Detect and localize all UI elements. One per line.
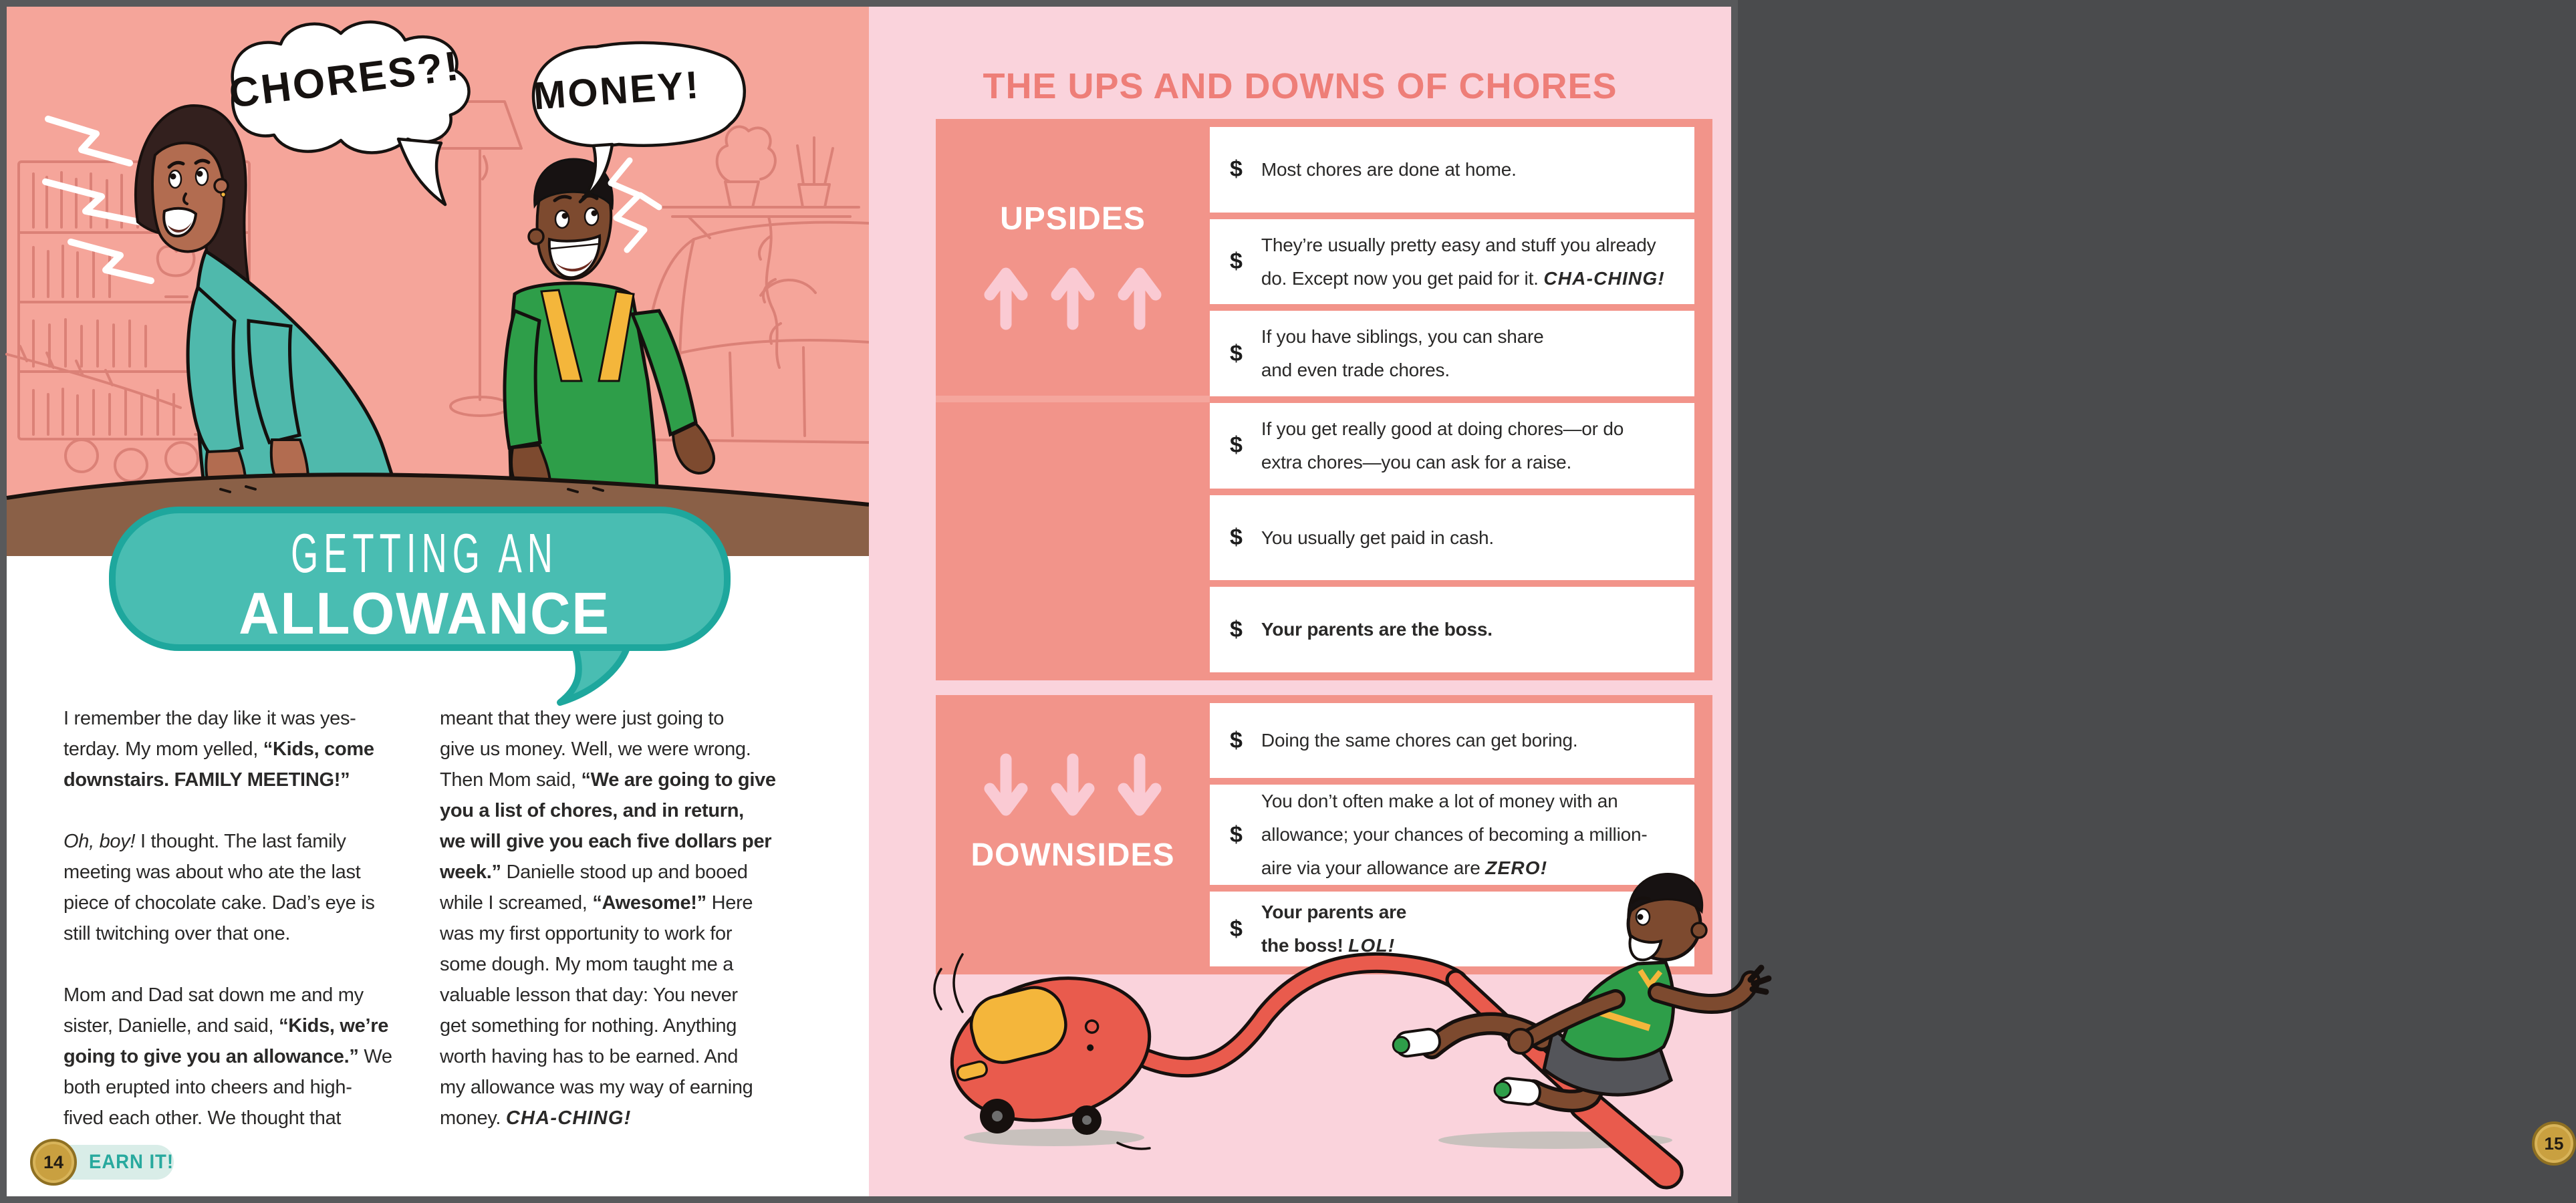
text-line [63, 765, 442, 795]
text-line [440, 765, 827, 795]
text-line [1261, 724, 1578, 757]
text-run: downstairs. FAMILY MEETING!” [63, 769, 350, 791]
boy-character [505, 159, 714, 499]
dollar-bullet-icon: $ [1230, 432, 1243, 458]
text-line [1261, 613, 1493, 646]
chapter-title-bubble [107, 505, 742, 708]
text-run: They’re usually pretty easy and stuff you already [1261, 234, 1656, 255]
text-run: fived each other. We thought that [63, 1107, 342, 1129]
upside-row [1210, 219, 1694, 305]
text-run: Your parents are [1261, 902, 1407, 922]
dollar-bullet-icon: $ [1230, 525, 1243, 551]
text-run: If you get really good at doing chores—or do [1261, 418, 1624, 439]
text-run: You usually get paid in cash. [1261, 527, 1495, 548]
dollar-bullet-icon: $ [1230, 821, 1243, 847]
upsides-table [936, 119, 1712, 680]
text-line [440, 888, 827, 918]
text-run: while I screamed, [440, 892, 593, 914]
text-run: we will give you each five dollars per [440, 831, 772, 852]
text-line [440, 1041, 827, 1072]
text-line [440, 795, 827, 826]
upside-row [1210, 127, 1694, 213]
dollar-bullet-icon: $ [1230, 916, 1243, 942]
text-run: Danielle stood up and booed [501, 861, 748, 883]
text-run: You don’t often make a lot of money with an [1261, 791, 1618, 811]
upsides-rows [1210, 127, 1694, 672]
text-run: still twitching over that one. [63, 923, 291, 944]
text-run: Most chores are done at home. [1261, 158, 1517, 180]
dollar-bullet-icon: $ [1230, 249, 1243, 274]
page-number-coin-right [2532, 1121, 2576, 1166]
text-run: give us money. Well, we were wrong. [440, 739, 751, 760]
text-run: both erupted into cheers and high- [63, 1077, 352, 1098]
text-run: going to give you an allowance.” [63, 1046, 359, 1067]
text-run: Then Mom said, [440, 769, 582, 791]
text-run: money. [440, 1107, 506, 1129]
upsides-label: UPSIDES [1000, 201, 1146, 237]
text-run: “Kids, we’re [279, 1015, 389, 1037]
up-arrows-icon [973, 263, 1173, 329]
row-text [1261, 521, 1494, 555]
text-line [63, 826, 442, 857]
text-line [63, 1072, 442, 1103]
text-run: We [358, 1046, 392, 1067]
text-run: ZERO! [1485, 857, 1548, 878]
chapter-title-line1: GETTING AN [291, 521, 558, 584]
text-run: CHA-CHING! [505, 1107, 632, 1129]
text-run: Your parents are the boss. [1261, 619, 1493, 640]
text-line [440, 857, 827, 888]
text-line [63, 1041, 442, 1072]
story-column-2 [440, 703, 827, 1133]
story-column-1 [63, 703, 442, 1133]
text-line [440, 826, 827, 857]
page-title: THE UPS AND DOWNS OF CHORES [983, 66, 1618, 106]
text-line [63, 734, 442, 765]
text-run: terday. My mom yelled, [63, 739, 263, 760]
text-line [1261, 785, 1648, 818]
running-boy [1392, 874, 1769, 1105]
text-line [1261, 818, 1648, 851]
upside-row [1210, 403, 1694, 489]
text-line [63, 918, 442, 949]
dollar-bullet-icon: $ [1230, 156, 1243, 182]
living-room-illustration [7, 7, 869, 556]
text-run: Doing the same chores can get boring. [1261, 730, 1578, 751]
text-run: get something for nothing. Anything [440, 1015, 737, 1037]
text-run: week.” [440, 861, 501, 883]
downsides-label: DOWNSIDES [971, 837, 1175, 873]
page-number-coin-left [30, 1139, 77, 1186]
row-text [1261, 320, 1544, 387]
upsides-label-column [936, 119, 1210, 680]
label-column-seam [936, 396, 1210, 402]
text-line [1261, 521, 1494, 555]
text-run: I remember the day like it was yes- [63, 708, 356, 729]
dollar-bullet-icon: $ [1230, 340, 1243, 366]
speech-bubble-shapes [233, 22, 745, 205]
chapter-title-line2: ALLOWANCE [239, 580, 610, 646]
text-line [1261, 320, 1544, 354]
text-line [63, 1103, 442, 1133]
text-run: CHA-CHING! [1543, 267, 1665, 289]
paragraph [63, 980, 442, 1133]
row-text [1261, 724, 1578, 757]
text-run: valuable lesson that day: You never [440, 984, 738, 1006]
text-line [440, 949, 827, 980]
dollar-bullet-icon: $ [1230, 616, 1243, 642]
down-arrows-icon [973, 754, 1173, 821]
upside-row [1210, 495, 1694, 581]
text-run: “Awesome!” [592, 892, 706, 914]
row-text [1261, 153, 1517, 186]
row-text [1261, 412, 1624, 479]
text-run: meant that they were just going to [440, 708, 725, 729]
text-run: Oh, boy! [63, 831, 136, 852]
text-run: do. Except now you get paid for it. [1261, 267, 1544, 289]
text-run: some dough. My mom taught me a [440, 954, 734, 975]
text-run: the boss! [1261, 935, 1349, 956]
text-run: and even trade chores. [1261, 360, 1450, 381]
text-line [440, 734, 827, 765]
text-line [1261, 229, 1665, 262]
upside-row [1210, 587, 1694, 672]
book-spread [7, 7, 2564, 1196]
left-page [7, 7, 869, 1196]
text-line [1261, 153, 1517, 186]
text-line [63, 888, 442, 918]
text-line [440, 980, 827, 1011]
text-run: “We are going to give [581, 769, 776, 791]
text-run: my allowance was my way of earning [440, 1077, 753, 1098]
text-run: piece of chocolate cake. Dad’s eye is [63, 892, 375, 914]
section-tab-label: EARN IT! [89, 1151, 174, 1173]
paragraph [63, 826, 442, 949]
excitement-spark [611, 160, 659, 250]
page-number-left: 14 [43, 1152, 64, 1172]
vacuum-chase-illustration [917, 849, 1732, 1186]
text-run: Here [706, 892, 753, 914]
text-line [440, 918, 827, 949]
page-number-right: 15 [2544, 1133, 2564, 1154]
text-line [1261, 354, 1544, 387]
downside-row [1210, 703, 1694, 778]
row-text [1261, 229, 1665, 295]
text-line [63, 1011, 442, 1041]
text-line [1261, 412, 1624, 446]
text-line [1261, 262, 1665, 295]
paragraph [440, 703, 827, 1133]
text-run: worth having has to be earned. And [440, 1046, 739, 1067]
text-run: extra chores—you can ask for a raise. [1261, 451, 1572, 473]
text-run: “Kids, come [263, 739, 374, 760]
text-run: If you have siblings, you can share [1261, 326, 1544, 348]
paragraph [63, 703, 442, 795]
text-line [1261, 446, 1624, 479]
text-run: aire via your allowance are [1261, 857, 1486, 878]
text-run: sister, Danielle, and said, [63, 1015, 279, 1037]
speech-bubble-chores: CHORES?! [227, 43, 463, 117]
right-page [869, 7, 2564, 1196]
vacuum-canister [934, 954, 1164, 1149]
text-line [63, 980, 442, 1011]
text-run: I thought. The last family [135, 831, 346, 852]
speech-bubble-money: MONEY! [532, 63, 702, 118]
text-line [440, 1103, 827, 1133]
text-run: allowance; your chances of becoming a million- [1261, 824, 1648, 845]
text-run: you a list of chores, and in return, [440, 800, 744, 821]
text-run: LOL! [1348, 935, 1396, 956]
text-line [440, 1072, 827, 1103]
row-text [1261, 613, 1493, 646]
upside-row [1210, 311, 1694, 396]
text-line [440, 1011, 827, 1041]
text-run: was my first opportunity to work for [440, 923, 733, 944]
text-run: meeting was about who ate the last [63, 861, 361, 883]
dollar-bullet-icon: $ [1230, 727, 1243, 753]
text-line [63, 857, 442, 888]
text-run: Mom and Dad sat down me and my [63, 984, 364, 1006]
